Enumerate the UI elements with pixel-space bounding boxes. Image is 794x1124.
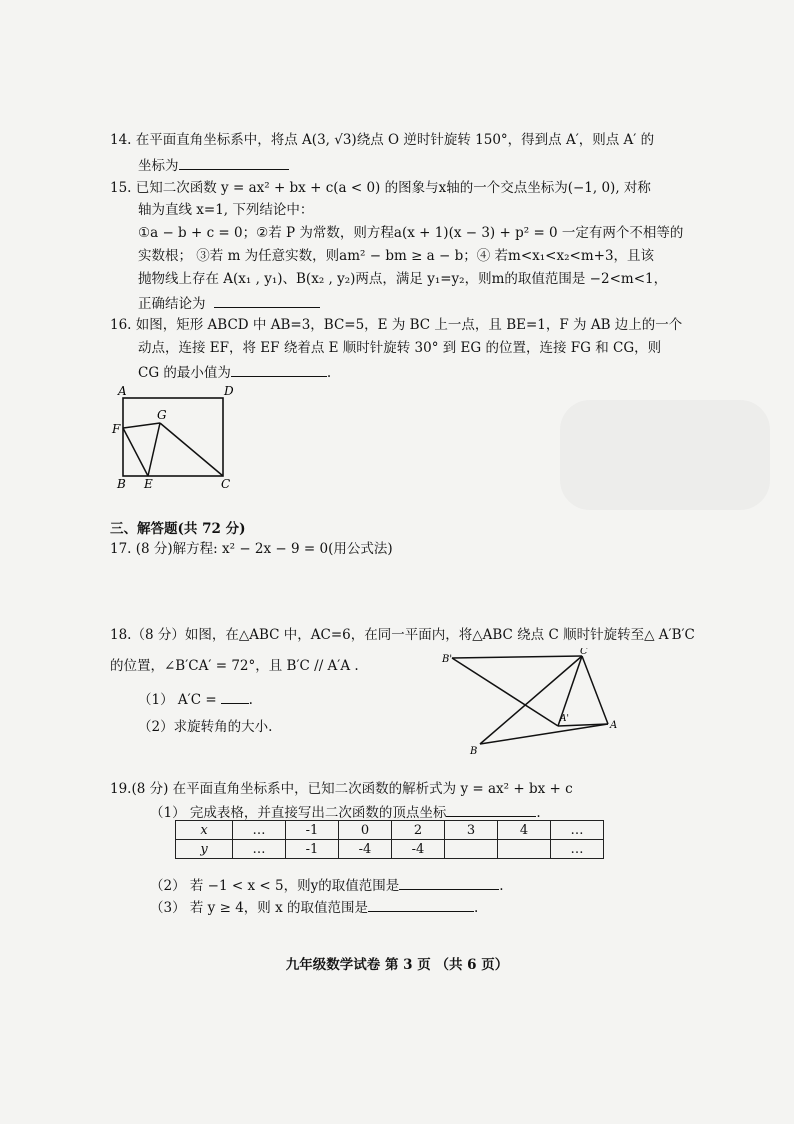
value-table [175,820,604,859]
table-cell-input[interactable] [498,840,551,859]
label-g: G [157,408,167,422]
label-b: B [117,477,126,491]
table-cell: … [551,821,604,840]
q18-sub1-prompt: （1） A′C = [138,692,217,708]
q15-prompt: 正确结论为 [138,296,206,312]
q19-line1: 19.(8 分) 在平面直角坐标系中，已知二次函数的解析式为 y = ax² + bx + c [110,781,573,797]
table-cell: -1 [286,821,339,840]
table-cell: y [176,840,233,859]
label-c: C [221,477,231,491]
q14-line1: 14. 在平面直角坐标系中，将点 A(3, √3)绕点 O 逆时针旋转 150°，得到点 A′，则点 A′ 的 [110,132,655,148]
q19-sub1 [150,802,541,822]
q19-sub2 [150,875,504,895]
q19-sub3-prompt: （3） 若 y ≥ 4，则 x 的取值范围是 [150,900,368,916]
q19-sub2-prompt: （2） 若 −1 < x < 5，则y的取值范围是 [150,878,400,894]
segment-ge [148,423,160,476]
q16-line3 [138,362,331,382]
q15-line6 [138,293,320,313]
label-b-prime: B' [442,654,453,665]
table-cell: 4 [498,821,551,840]
table-row [176,821,604,840]
q15-line2: 轴为直线 x=1, 下列结论中： [138,202,314,218]
q16-period: . [326,365,332,381]
label-d: D [224,384,234,398]
label-a-prime: A' [560,714,569,724]
table-cell: … [233,840,286,859]
q14-prompt: 坐标为 [138,158,179,174]
label-e: E [144,477,153,491]
q19-sub3-period: . [473,900,479,916]
segment-fe [123,428,148,476]
segment-ca [582,656,608,724]
segment-b-prime-c [452,656,582,658]
q19-sub1-blank[interactable] [446,802,536,817]
q19-sub3 [150,897,478,917]
table-cell: … [233,821,286,840]
table-cell: -4 [392,840,445,859]
q19-sub2-period: . [499,878,504,894]
q19-sub1-prompt: （1） 完成表格，并直接写出二次函数的顶点坐标 [150,805,447,821]
table-cell: x [176,821,233,840]
q16-figure [108,383,243,493]
section3-title: 三、解答题(共 72 分) [110,521,246,537]
q15-line4: 实数根； ③若 m 为任意实数，则am² − bm ≥ a − b；④ 若m<x₁<x₂<m+3，且该 [138,248,655,264]
segment-b-prime-a-prime [452,658,558,726]
segment-gc [160,423,223,476]
label-a: A [610,720,618,731]
table-row [176,840,604,859]
q18-line2: 的位置，∠B′CA′ = 72°，且 B′C // A′A . [110,658,359,674]
q16-answer-blank[interactable] [231,362,327,377]
q19-sub3-blank[interactable] [368,897,474,912]
label-b: B [470,746,478,757]
segment-fg [123,423,160,428]
label-a: A [118,384,127,398]
q15-line3: ①a − b + c = 0；②若 P 为常数，则方程a(x + 1)(x − 3) + p² = 0 一定有两个不相等的 [138,225,684,241]
q19-sub2-blank[interactable] [399,875,499,890]
q14-answer-blank[interactable] [179,155,289,170]
table-cell: … [551,840,604,859]
q18-figure [440,648,620,758]
table-cell: 0 [339,821,392,840]
q15-line1: 15. 已知二次函数 y = ax² + bx + c(a < 0) 的图象与x轴的一个交点坐标为(−1, 0), 对称 [110,180,651,196]
scan-smudge [560,400,770,510]
q14-line2 [138,155,289,175]
q18-sub1-blank[interactable] [221,689,249,704]
q18-sub1-period: . [248,692,253,708]
table-cell: 3 [445,821,498,840]
q18-sub1 [138,689,253,709]
q16-line1: 16. 如图，矩形 ABCD 中 AB=3，BC=5，E 为 BC 上一点，且 BE=1，F 为 AB 边上的一个 [110,317,683,333]
q19-sub1-period: . [536,805,541,821]
q15-line5: 抛物线上存在 A(x₁ , y₁)、B(x₂ , y₂)两点，满足 y₁=y₂，则m的取值范围是 −2<m<1， [138,271,668,287]
q16-prompt: CG 的最小值为 [138,365,231,381]
q15-answer-blank[interactable] [214,293,320,308]
label-f: F [112,422,121,436]
table-cell: 2 [392,821,445,840]
table-cell: -1 [286,840,339,859]
label-c: C [580,648,588,657]
table-cell: -4 [339,840,392,859]
table-cell-input[interactable] [445,840,498,859]
q17-line1: 17. (8 分)解方程: x² − 2x − 9 = 0(用公式法) [110,541,393,557]
page-footer: 九年级数学试卷 第 3 页 （共 6 页） [285,957,509,973]
q16-line2: 动点，连接 EF，将 EF 绕着点 E 顺时针旋转 30° 到 EG 的位置，连接 FG 和 CG，则 [138,340,662,356]
q18-sub2: （2）求旋转角的大小. [138,719,273,735]
q18-line1: 18.（8 分）如图，在△ABC 中，AC=6，在同一平面内，将△ABC 绕点 C 顺时针旋转至△ A′B′C [110,627,695,643]
